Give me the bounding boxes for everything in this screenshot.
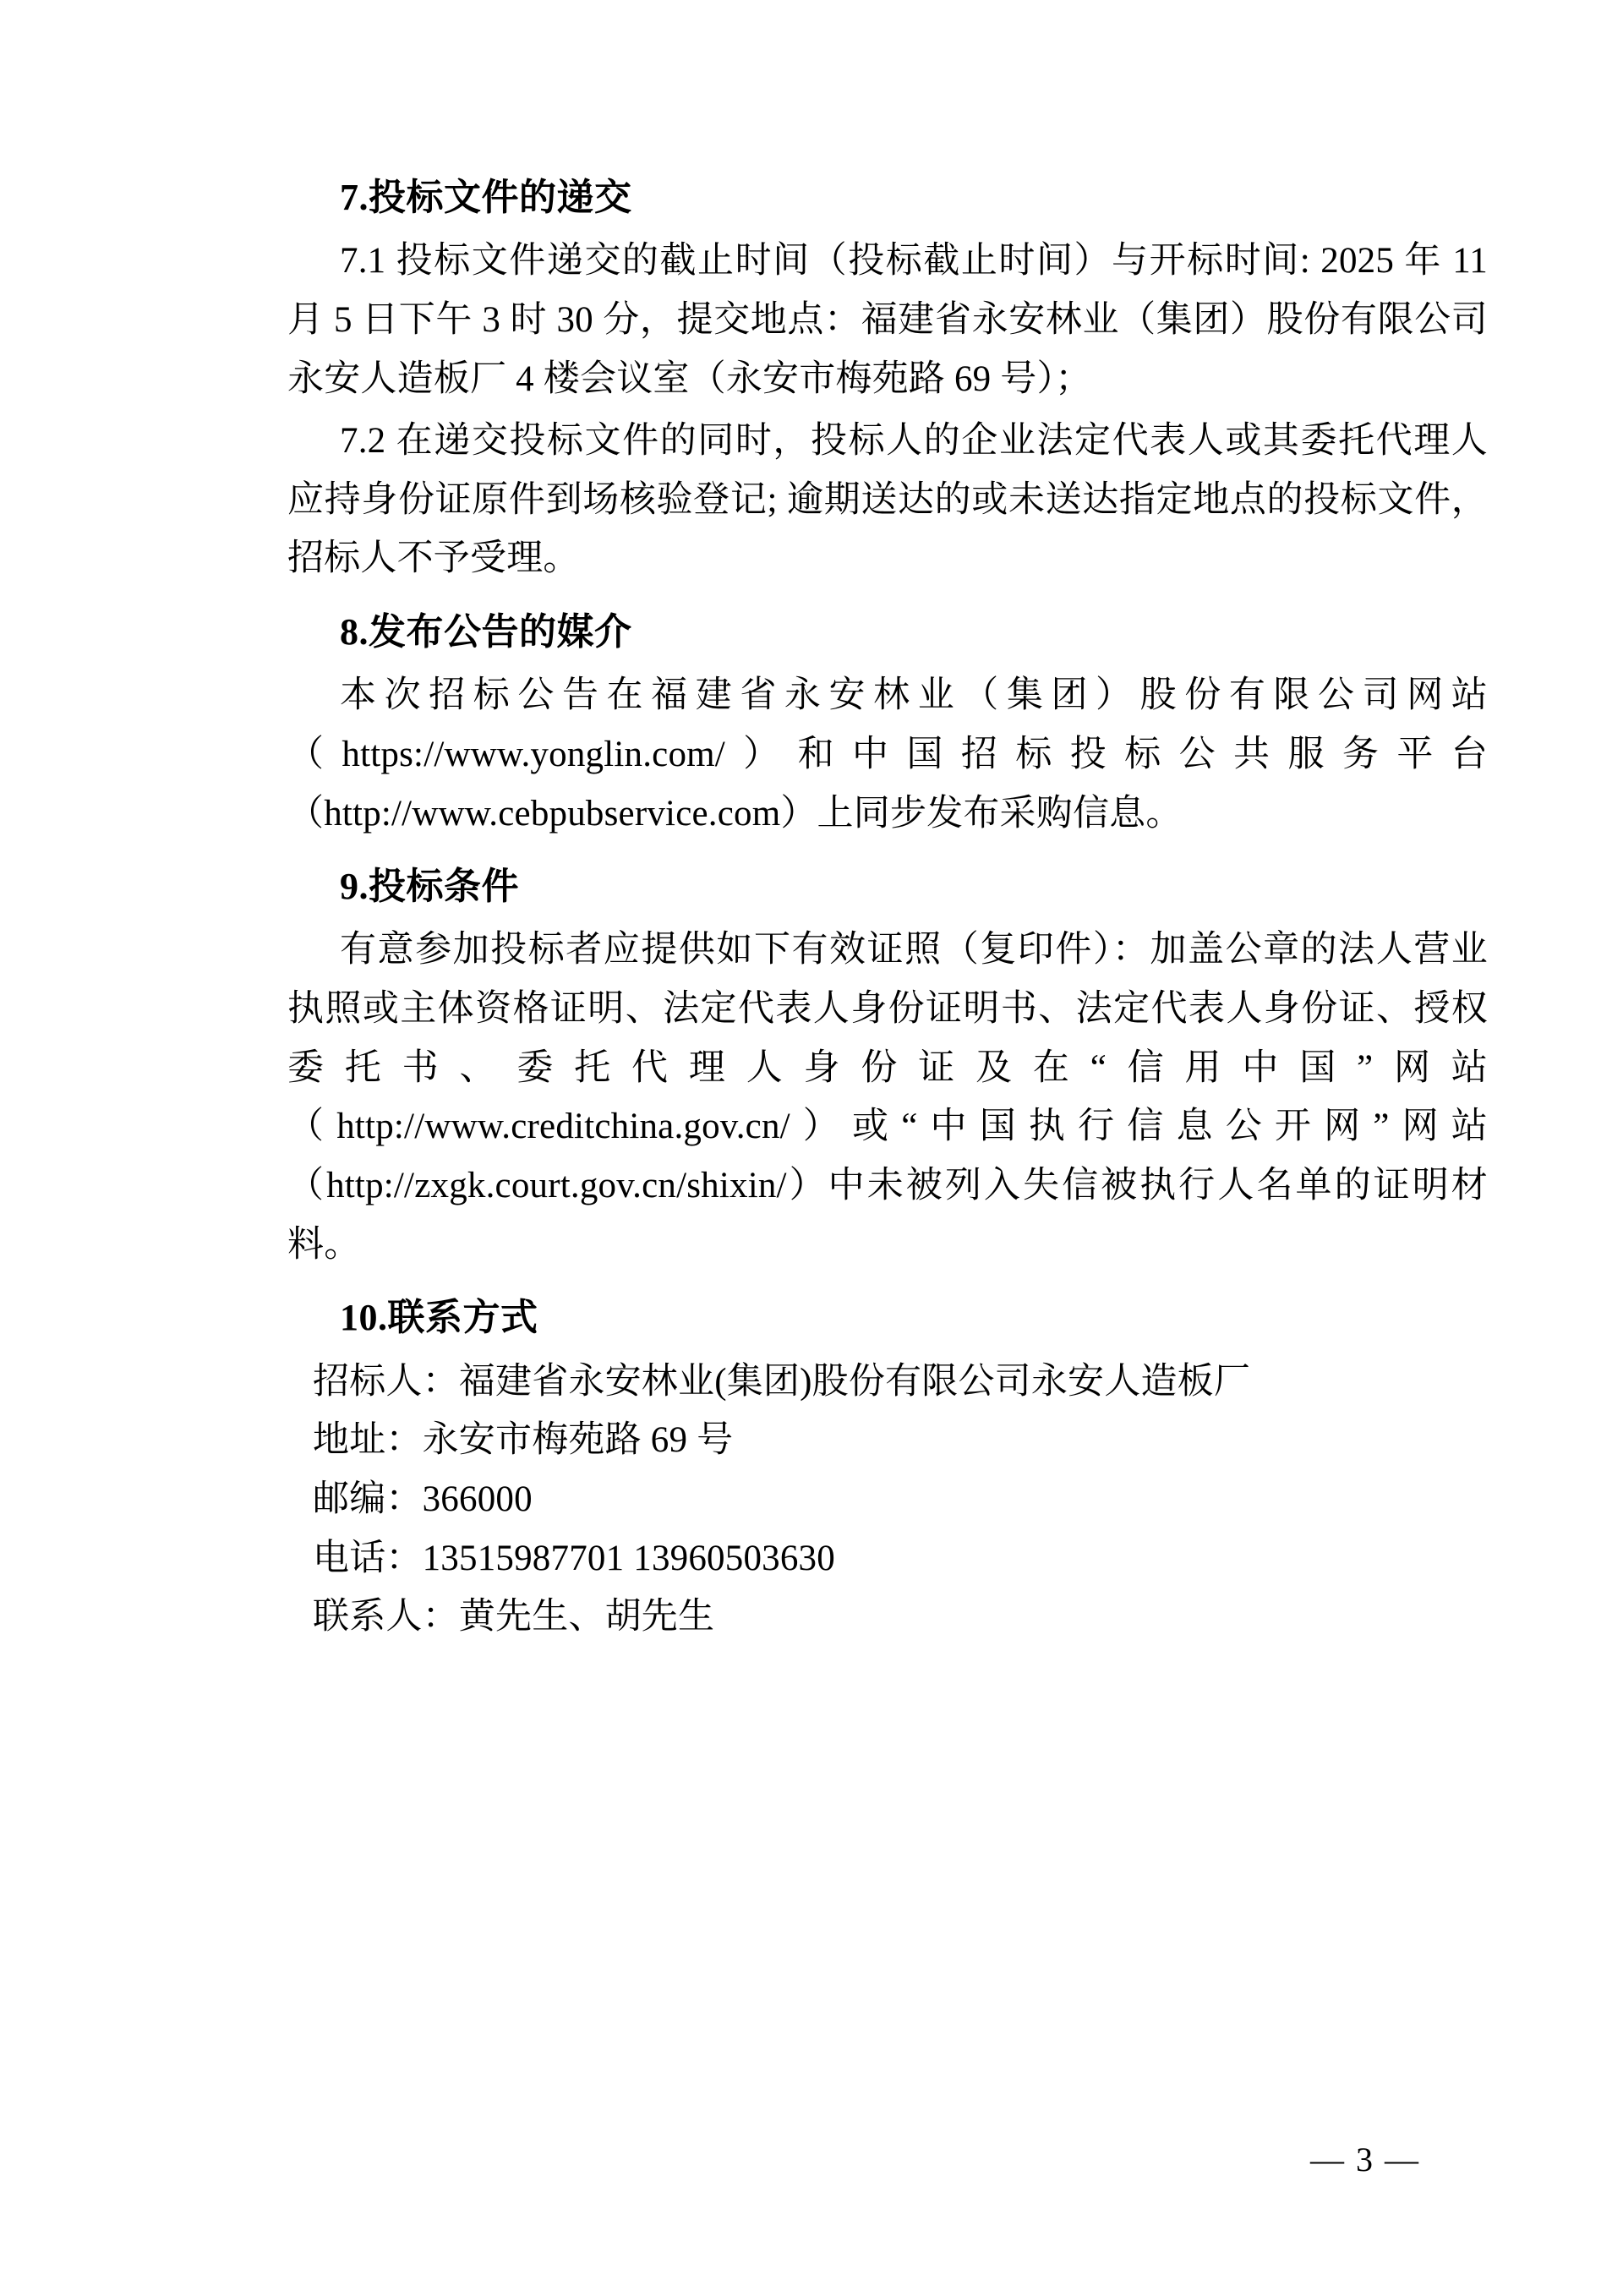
section-10-heading: 10.联系方式 (340, 1297, 538, 1339)
contact-line-postcode: 邮编：366000 (313, 1479, 533, 1519)
section-7-paragraph-1: 7.1 投标文件递交的截止时间（投标截止时间）与开标时间: 2025 年 11 月 5 日下午 3 时 30 分，提交地点：福建省永安林业（集团）股份有限公司永安人造板厂 4 楼会议室（永安市梅苑路 69 号）； (287, 241, 1488, 399)
contact-line-address: 地址：永安市梅苑路 69 号 (313, 1420, 734, 1461)
section-9 (287, 858, 1488, 1274)
section-7 (287, 169, 1488, 588)
section-8-paragraph-1: 本次招标公告在福建省永安林业（集团）股份有限公司网站（https://www.yonglin.com/）和中国招标投标公共服务平台（http://www.cebpubservice.com）上同步发布采购信息。 (287, 675, 1488, 834)
section-9-paragraph-1: 有意参加投标者应提供如下有效证照（复印件）：加盖公章的法人营业执照或主体资格证明、法定代表人身份证明书、法定代表人身份证、授权委托书、委托代理人身份证及在“信用中国”网站（http://www.creditchina.gov.cn/）或“中国执行信息公开网”网站（http://zxgk.court.gov.cn/shixin/）中未被列入失信被执行人名单的证明材料。 (287, 930, 1488, 1265)
section-9-heading: 9.投标条件 (340, 866, 519, 908)
spacer (287, 1277, 1488, 1289)
page-number: — 3 — (1310, 2140, 1420, 2178)
section-7-heading: 7.投标文件的递交 (340, 177, 632, 218)
section-10 (287, 1289, 1488, 1646)
section-8-heading: 8.发布公告的媒介 (340, 611, 632, 653)
section-8 (287, 604, 1488, 843)
section-7-paragraph-2: 7.2 在递交投标文件的同时，投标人的企业法定代表人或其委托代理人应持身份证原件到场核验登记; 逾期送达的或未送达指定地点的投标文件，招标人不予受理。 (287, 421, 1488, 579)
contact-line-phone: 电话：13515987701 13960503630 (313, 1538, 835, 1578)
contact-line-tenderer: 招标人：福建省永安林业(集团)股份有限公司永安人造板厂 (313, 1361, 1251, 1402)
spacer (287, 592, 1488, 604)
document-body (287, 169, 1488, 1647)
spacer (287, 846, 1488, 858)
contact-line-person: 联系人：黄先生、胡先生 (313, 1597, 715, 1637)
